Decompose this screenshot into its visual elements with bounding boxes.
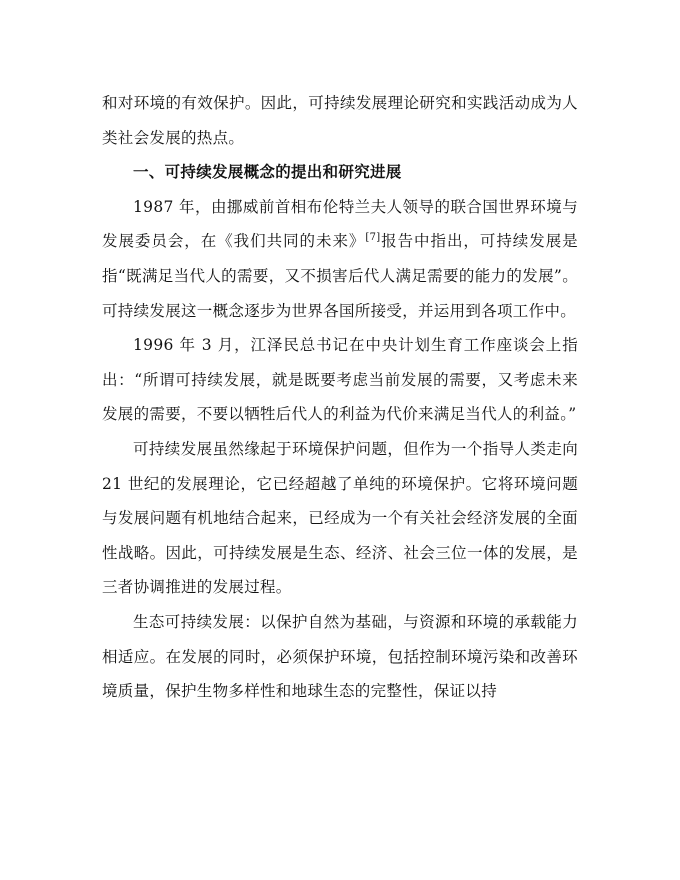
paragraph-strategy: 可持续发展虽然缘起于环境保护问题，但作为一个指导人类走向 21 世纪的发展理论，它已经超越了单纯的环境保护。它将环境问题与发展问题有机地结合起来，已经成为一个有关社会经济发展的全面性战略。因此，可持续发展是生态、经济、社会三位一体的发展，是三者协调推进的发展过程。 bbox=[102, 439, 578, 597]
paragraph-quote: 1996 年 3 月，江泽民总书记在中央计划生育工作座谈会上指出：“所谓可持续发展，就是既要考虑当前发展的需要，又考虑未来发展的需要，不要以牺牲后代人的利益为代价来满足当代人的利益。” bbox=[102, 336, 578, 424]
document-body bbox=[102, 86, 578, 709]
section-heading: 一、可持续发展概念的提出和研究进展 bbox=[133, 162, 402, 182]
paragraph-definition-text-before: 1987 年，由挪威前首相布伦特兰夫人领导的联合国世界环境与发展委员会，在《我们共同的未来》 bbox=[102, 197, 578, 251]
paragraph-definition-text-after: 报告中指出，可持续发展是指“既满足当代人的需要，又不损害后代人满足需要的能力的发展”。可持续发展这一概念逐步为世界各国所接受，并运用到各项工作中。 bbox=[102, 232, 578, 320]
citation-marker: [7] bbox=[365, 232, 381, 244]
paragraph-ecology: 生态可持续发展：以保护自然为基础，与资源和环境的承载能力相适应。在发展的同时，必须保护环境，包括控制环境污染和改善环境质量，保护生物多样性和地球生态的完整性，保证以持 bbox=[102, 612, 578, 701]
paragraph-continuation: 和对环境的有效保护。因此，可持续发展理论研究和实践活动成为人类社会发展的热点。 bbox=[102, 94, 578, 147]
paragraph-definition bbox=[102, 190, 578, 328]
